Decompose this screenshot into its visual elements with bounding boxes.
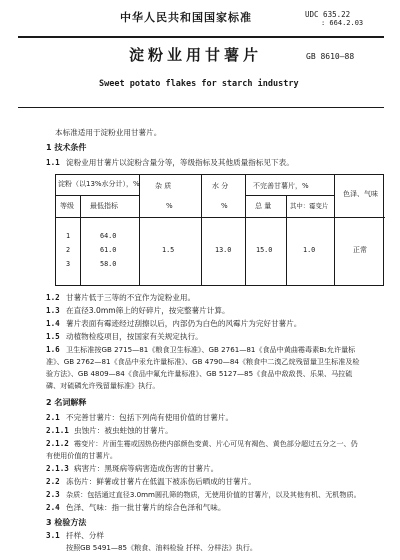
title-rule [18, 107, 384, 108]
table-cell-total: 15.0 [256, 246, 273, 254]
clause-number: 2.1.2 [46, 439, 69, 448]
clause-text: 验方法》、GB 4809—84《食品中氟允许量标准》、GB 5127—85《食品中敌敌畏、乐果、马拉硫 [46, 369, 353, 378]
clause-text: 在直径3.0mm筛上的好碎片，按完整薯片计算。 [66, 306, 230, 315]
clause-text: 不完善甘薯片：包括下列尚有使用价值的甘薯片。 [66, 413, 234, 422]
clause-text: 病害片：黑斑病等病害造成伤害的甘薯片。 [74, 464, 219, 473]
table-col-grade: 等级 [60, 202, 74, 210]
clause-text: 甘薯片低于三等的不宜作为淀粉业用。 [66, 293, 196, 302]
table-cell-grade: 2 [66, 246, 71, 254]
table-unit: % [166, 202, 173, 210]
table-col-moisture: 水 分 [212, 182, 229, 190]
clause-text: 卫生标准按GB 2715—81《粮食卫生标准》、GB 2761—81《食品中黄曲霉毒素B₁允许量标 [66, 345, 356, 354]
header-rule [18, 36, 384, 38]
table-cell-mold: 1.0 [303, 246, 316, 254]
standard-organization: 中华人民共和国国家标准 [120, 11, 252, 24]
table-cell-minimum: 58.0 [100, 260, 117, 268]
table-cell-minimum: 61.0 [100, 246, 117, 254]
udc-code-line1: UDC 635.22 [305, 10, 351, 19]
intro-text: 本标准适用于淀粉业用甘薯片。 [55, 128, 162, 137]
clause-number: 2.2 [46, 477, 60, 486]
clause-text: 淀粉业用甘薯片以淀粉含量分等，等级指标及其他质量指标见下表。 [66, 158, 294, 167]
clause-number: 1.5 [46, 332, 60, 341]
table-cell-impurity: 1.5 [162, 246, 175, 254]
grade-table [55, 174, 384, 286]
clause-number: 3.1 [46, 531, 60, 540]
section-3-heading: 3 检验方法 [46, 518, 87, 527]
section-2-heading: 2 名词解释 [46, 398, 87, 407]
table-col-incomplete: 不完善甘薯片，% [253, 182, 309, 190]
table-cell-grade: 1 [66, 232, 71, 240]
clause-text: 杂质：包括通过直径3.0mm圆孔筛的物质，无使用价值的甘薯片，以及其他有机、无机物质。 [66, 490, 361, 499]
clause-number: 1.4 [46, 319, 60, 328]
table-col-minimum: 最低指标 [90, 202, 118, 210]
clause-number: 1.1 [46, 158, 60, 167]
clause-text: 冻伤片：鲜薯或甘薯片在低温下被冻伤后晒成的甘薯片。 [66, 477, 256, 486]
clause-number: 2.1.1 [46, 426, 69, 435]
table-col-total: 总 量 [255, 202, 272, 210]
section-1-heading: 1 技术条件 [46, 143, 87, 152]
table-unit: % [221, 202, 228, 210]
clause-number: 1.6 [46, 345, 60, 354]
table-col-mold: 其中：霉变片 [290, 202, 329, 210]
clause-text: 色泽、气味：指一批甘薯片的综合色泽和气味。 [66, 503, 226, 512]
page-title: 淀粉业用甘薯片 [129, 46, 263, 64]
method-text: 按照GB 5491—85《粮食、油料检验 扦样、分样法》执行。 [66, 543, 257, 552]
gb-number: GB 8610—88 [306, 52, 355, 61]
clause-text: 扦样、分样 [66, 531, 104, 540]
clause-text: 霉变片：片面生霉或因热伤使内部颜色变黄、片心可见有褐色、黄色部分超过五分之一、仍 [74, 439, 358, 448]
table-col-starch: 淀粉（以13%水分计），% [58, 180, 140, 188]
clause-text: 有使用价值的甘薯片。 [46, 451, 117, 460]
clause-text: 虫蚀片：被虫蛀蚀的甘薯片。 [74, 426, 173, 435]
english-title: Sweet potato flakes for starch industry [99, 79, 299, 89]
table-cell-moisture: 13.0 [215, 246, 232, 254]
clause-text: 准》、GB 2762—81《食品中汞允许量标准》、GB 4790—84《粮食中二溴乙烷残留量卫生标准及检 [46, 357, 360, 366]
clause-text: 动植物检疫项目，按国家有关规定执行。 [66, 332, 203, 341]
clause-number: 2.1.3 [46, 464, 69, 473]
table-col-smell: 色泽、气味 [343, 190, 378, 198]
clause-number: 2.4 [46, 503, 60, 512]
table-col-impurity: 杂 质 [155, 182, 172, 190]
clause-number: 1.2 [46, 293, 60, 302]
clause-number: 1.3 [46, 306, 60, 315]
clause-text: 薯片表面有霉迹经过刮擦以后，内部仍为白色的风霉片为完好甘薯片。 [66, 319, 302, 328]
table-cell-minimum: 64.0 [100, 232, 117, 240]
clause-number: 2.3 [46, 490, 60, 499]
table-cell-smell: 正常 [353, 246, 367, 254]
clause-number: 2.1 [46, 413, 60, 422]
clause-text: 磷、对硫磷允许残留量标准》执行。 [46, 381, 160, 390]
table-cell-grade: 3 [66, 260, 71, 268]
udc-code-line2: : 664.2.03 [321, 19, 364, 27]
